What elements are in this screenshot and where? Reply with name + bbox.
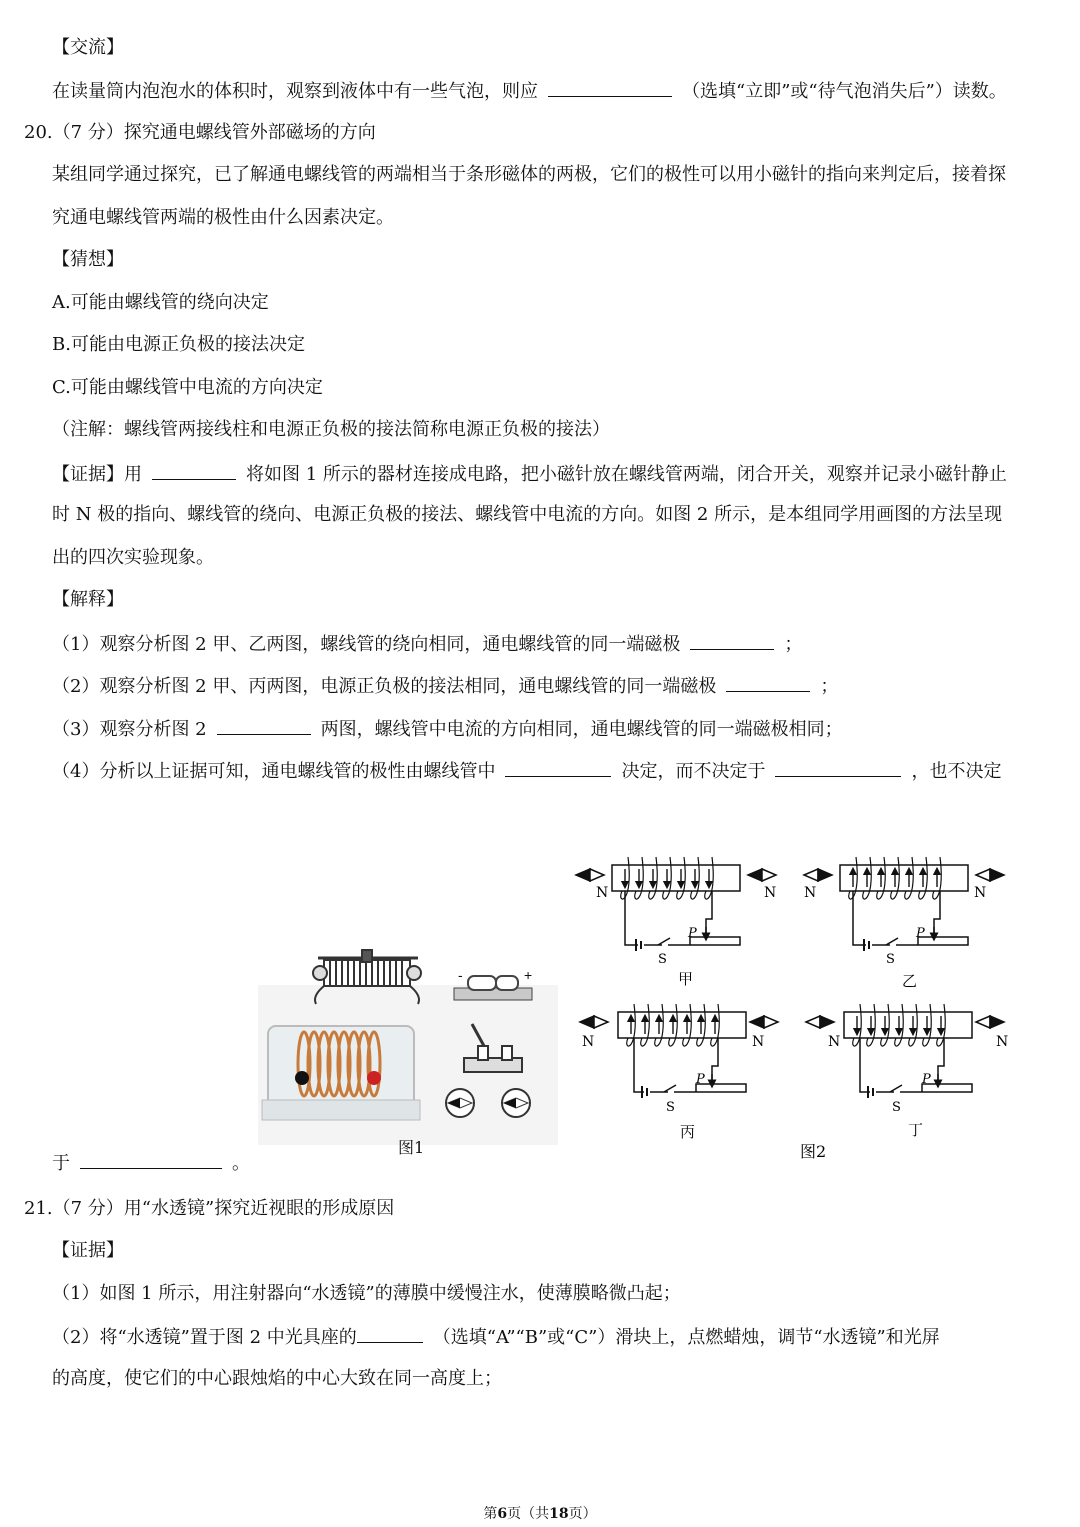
text-line: （1）观察分析图 2 甲、乙两图，螺线管的绕向相同，通电螺线管的同一端磁极 ； [52,631,802,657]
n-pole-label: N [764,885,777,901]
figure-2-caption: 图2 [800,1142,827,1161]
text-line: 【证据】用 将如图 1 所示的器材连接成电路，把小磁针放在螺线管两端，闭合开关，观察并记录小磁针静止 [52,461,1007,487]
fill-blank[interactable] [152,461,236,480]
solenoid-core [612,865,740,891]
switch-s-label: S [666,1100,675,1115]
slider-p-label: P [916,926,925,941]
battery-icon [454,976,532,1000]
guess-b: B.可能由电源正负极的接法决定 [52,334,305,355]
fill-blank[interactable] [775,758,901,777]
battery-plus-label: + [524,967,533,983]
page-total: 18 [549,1506,569,1522]
figure-1 [258,940,558,1165]
circuit-panel-jia [576,857,776,951]
page-footer: 第6页（共18页） [483,1506,597,1522]
slider-p-label: P [696,1072,705,1087]
text-line: （2）将“水透镜”置于图 2 中光具座的 （选填“A”“B”或“C”）滑块上，点燃蜡烛，调节“水透镜”和光屏 [52,1324,940,1350]
section-heading-evidence: 【证据】 [52,1240,124,1261]
figure-2 [570,845,1030,1165]
fill-blank[interactable] [690,631,774,650]
n-pole-label: N [974,885,987,901]
fill-blank[interactable] [548,78,672,97]
fill-blank[interactable] [217,716,311,735]
battery-minus-label: - [458,967,463,983]
n-pole-label: N [804,885,817,901]
fill-blank[interactable] [80,1150,222,1169]
annotation-note: （注解：螺线管两接线柱和电源正负极的接法简称电源正负极的接法） [52,419,610,440]
fill-blank[interactable] [505,758,611,777]
compass-icon [502,1089,530,1117]
circuit-panel-ding [806,1004,1004,1098]
text-line: （4）分析以上证据可知，通电螺线管的极性由螺线管中 决定，而不决定于 ，也不决定 [52,758,1001,784]
section-heading-exchange: 【交流】 [52,37,124,58]
n-pole-label: N [828,1034,841,1050]
text-line: （2）观察分析图 2 甲、丙两图，电源正负极的接法相同，通电螺线管的同一端磁极 ； [52,673,838,699]
compass-icon [446,1089,474,1117]
n-pole-label: N [596,885,609,901]
n-pole-label: N [752,1034,765,1050]
slider-p-label: P [688,926,697,941]
circuit-panel-yi [804,857,1004,951]
switch-s-label: S [886,952,895,967]
guess-a: A.可能由螺线管的绕向决定 [52,292,269,313]
panel-label: 乙 [902,972,918,990]
n-pole-label: N [582,1034,595,1050]
section-heading-guess: 【猜想】 [52,249,124,270]
solenoid-stand-icon [262,1026,420,1120]
panel-label: 丁 [908,1121,924,1139]
switch-s-label: S [892,1100,901,1115]
text-line: （3）观察分析图 2 两图，螺线管中电流的方向相同，通电螺线管的同一端磁极相同； [52,716,843,742]
fill-blank[interactable] [726,673,810,692]
n-pole-label: N [996,1034,1009,1050]
circuit-panel-bing [580,1004,778,1098]
question-20-title: 20.（7 分）探究通电螺线管外部磁场的方向 [24,122,376,143]
text-line: 某组同学通过探究，已了解通电螺线管的两端相当于条形磁体的两极，它们的极性可以用小磁针的指向来判定后，接着探 [52,164,1006,185]
text-line: 究通电螺线管两端的极性由什么因素决定。 [52,207,394,228]
section-heading-explain: 【解释】 [52,589,124,610]
panel-label: 甲 [678,970,694,988]
switch-s-label: S [658,952,667,967]
text-line: 的高度，使它们的中心跟烛焰的中心大致在同一高度上； [52,1368,502,1389]
question-21-title: 21.（7 分）用“水透镜”探究近视眼的形成原因 [24,1198,395,1219]
text-line: 于 。 [52,1150,250,1176]
text-line: （1）如图 1 所示，用注射器向“水透镜”的薄膜中缓慢注水，使薄膜略微凸起； [52,1283,681,1304]
page-number: 6 [497,1506,508,1522]
slider-p-label: P [922,1072,931,1087]
text-line: 时 N 极的指向、螺线管的绕向、电源正负极的接法、螺线管中电流的方向。如图 2 所示，是本组同学用画图的方法呈现 [52,504,1003,525]
guess-c: C.可能由螺线管中电流的方向决定 [52,377,323,398]
panel-label: 丙 [680,1123,696,1141]
figure-1-caption: 图1 [398,1138,425,1157]
text-line: 在读量筒内泡泡水的体积时，观察到液体中有一些气泡，则应 （选填“立即”或“待气泡消失后”）读数。 [52,78,1007,104]
fill-blank[interactable] [357,1324,423,1343]
text-line: 出的四次实验现象。 [52,547,214,568]
